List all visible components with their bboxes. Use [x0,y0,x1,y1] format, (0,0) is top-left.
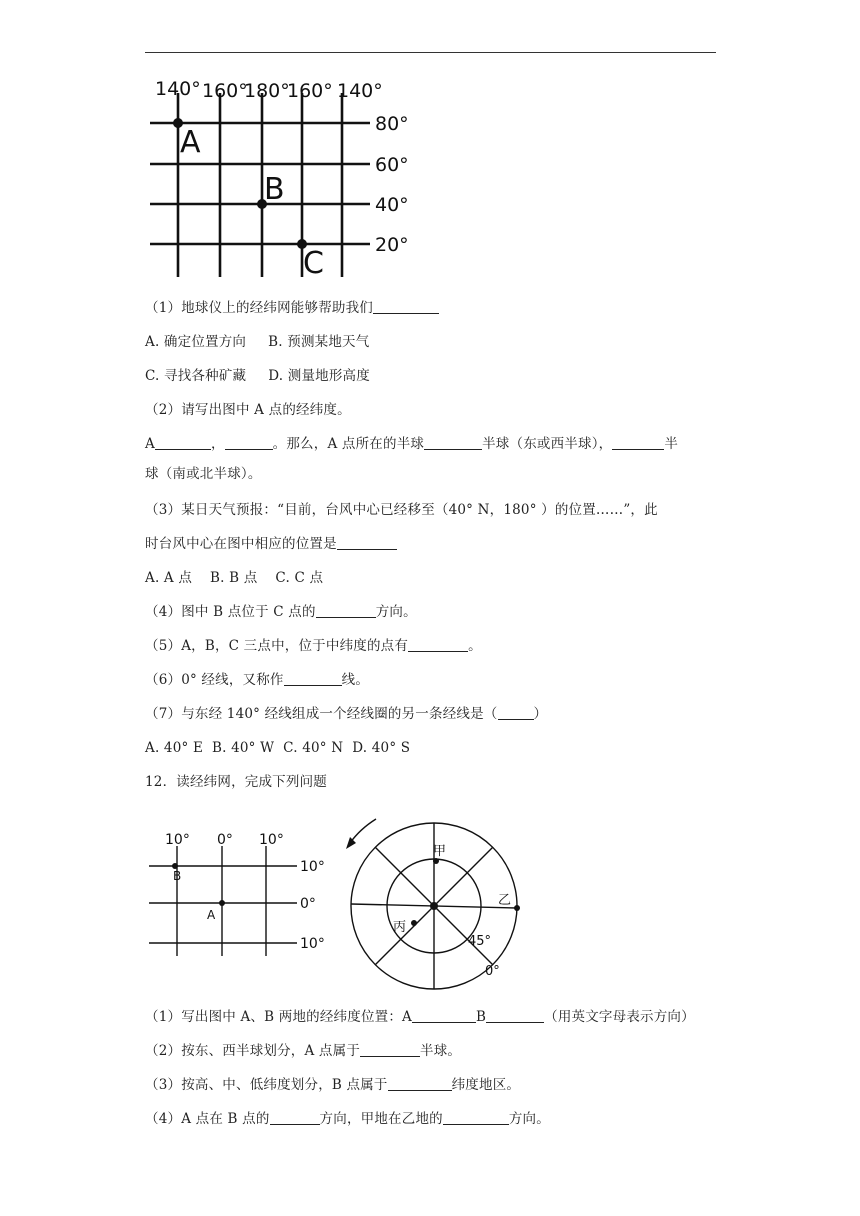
answer-blank [316,603,376,618]
center-dot [430,902,438,910]
q12-part2: （2）按东、西半球划分，A 点属于 半球。 [145,1043,462,1059]
polar-view-figure [340,815,540,985]
meridian-0-label: 0° [485,964,500,979]
right-lat-label: 40° [375,194,409,216]
q11-part1: （1）地球仪上的经纬网能够帮助我们 [145,298,725,318]
answer-blank [412,1008,476,1023]
answer-blank [225,435,273,450]
q11-part6: （6）0° 经线，又称作 线。 [145,672,370,688]
answer-blank [284,671,342,686]
q11-part2: （2）请写出图中 A 点的经纬度。 [145,402,351,418]
angle-label: 45° [468,934,492,949]
rotation-arrow [350,819,376,843]
q11-part1-options-row1: A. 确定位置方向 B. 预测某地天气 [145,334,370,350]
q12-part3: （3）按高、中、低纬度划分，B 点属于 纬度地区。 [145,1077,521,1093]
q12-title: 12．读经纬网，完成下列问题 [145,774,327,790]
q11-part7-options: A. 40° E B. 40° W C. 40° N D. 40° S [145,740,411,756]
q11-part3-options: A. A 点 B. B 点 C. C 点 [145,570,324,586]
answer-blank [388,1076,452,1091]
grid-lines [150,93,370,277]
q12-part1: （1）写出图中 A、B 两地的经纬度位置：A B （用英文字母表示方向） [145,1009,695,1025]
q11-part2-answer-cont: 球（南或北半球）。 [145,466,262,482]
q12-part4: （4）A 点在 B 点的 方向，甲地在乙地的 方向。 [145,1111,550,1127]
answer-blank [408,637,468,652]
lat-long-grid-figure [145,75,425,280]
point-yi-dot [514,905,520,911]
answer-blank [155,435,211,450]
q11-part7: （7）与东经 140° 经线组成一个经线圈的另一条经线是（ ） [145,706,548,722]
rotation-arrow-head [346,837,356,849]
grid-top-label: 0° [217,832,233,848]
answer-blank [270,1110,320,1125]
q11-part5: （5）A，B，C 三点中，位于中纬度的点有 。 [145,638,482,654]
answer-blank [424,435,482,450]
grid-right-label: 0° [300,896,316,912]
answer-blank [612,435,664,450]
q11-part3-cont: 时台风中心在图中相应的位置是 [145,534,725,554]
point-b-label: B [264,172,285,207]
grid-point-b-label: B [173,869,182,883]
answer-blank [360,1042,420,1057]
right-lat-label: 80° [375,113,409,135]
answer-blank [337,535,397,550]
right-lat-label: 60° [375,154,409,176]
answer-blank [443,1110,509,1125]
grid-right-label: 10° [300,859,325,875]
grid-point-a-label: A [207,908,216,922]
q11-part1-options-row2: C. 寻找各种矿藏 D. 测量地形高度 [145,368,370,384]
point-jia-label: 甲 [433,844,447,859]
top-lon-label: 160° [287,80,333,102]
q11-part2-answer: A ， 。那么，A 点所在的半球 半球（东或西半球）， 半 [145,436,679,452]
q11-part4: （4）图中 B 点位于 C 点的 方向。 [145,604,417,620]
top-lon-label: 160° [202,80,248,102]
point-bing-label: 丙 [393,920,407,935]
right-lat-label: 20° [375,234,409,256]
answer-blank [373,299,439,314]
grid-top-label: 10° [259,832,284,848]
grid-top-label: 10° [165,832,190,848]
header-rule [145,52,716,53]
point-yi-label: 乙 [498,893,512,908]
grid-point-a-dot [219,900,225,906]
grid-right-label: 10° [300,936,325,952]
top-lon-label: 140° [337,80,383,102]
answer-blank [486,1008,544,1023]
point-a-label: A [180,125,201,160]
point-c-label: C [303,246,324,281]
top-lon-label: 180° [244,80,290,102]
point-bing-dot [411,920,417,926]
top-lon-label: 140° [155,78,201,100]
answer-blank [498,705,534,720]
small-lat-long-grid-figure [145,828,335,958]
q11-part3: （3）某日天气预报：“目前，台风中心已经移至（40° N，180° ）的位置……”，此 [145,502,658,518]
